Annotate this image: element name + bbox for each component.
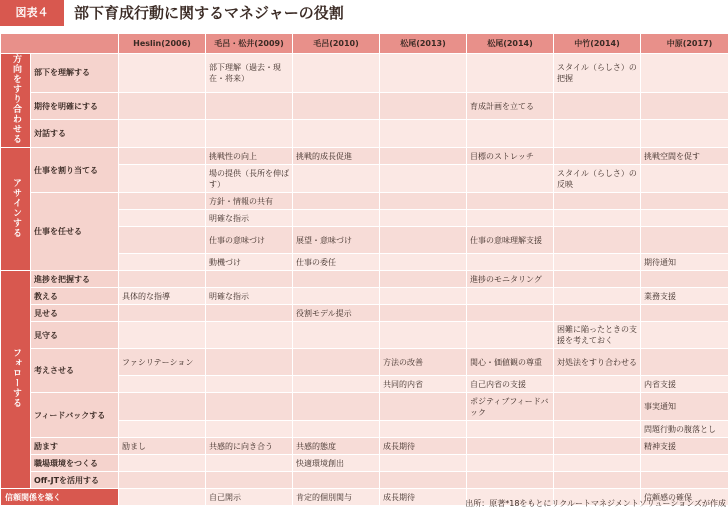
table-cell [119, 120, 206, 148]
item-label: 職場環境をつくる [31, 455, 119, 472]
table-cell: 挑戦性の向上 [206, 148, 293, 165]
table-cell [293, 92, 380, 120]
table-cell [119, 376, 206, 393]
table-cell: 方法の改善 [380, 349, 467, 376]
table-cell [380, 148, 467, 165]
item-label: 進捗を把握する [31, 271, 119, 288]
table-cell [119, 393, 206, 421]
table-cell [641, 472, 728, 489]
roles-table [0, 33, 728, 506]
col-header: 毛呂(2010) [293, 34, 380, 54]
table-row [1, 92, 728, 120]
table-cell [554, 148, 641, 165]
table-cell [206, 455, 293, 472]
table-cell: 問題行動の腹落とし [641, 421, 728, 438]
table-cell [467, 165, 554, 193]
category-follow: フォローする [1, 271, 31, 489]
table-cell: 成長期待 [380, 489, 467, 506]
table-cell [641, 193, 728, 210]
figure-label: 図表４ [0, 0, 64, 26]
table-row [1, 322, 728, 349]
table-cell [467, 305, 554, 322]
table-cell: 進捗のモニタリング [467, 271, 554, 288]
col-header: 松尾(2013) [380, 34, 467, 54]
table-cell: ポジティブフィードバック [467, 393, 554, 421]
table-cell [293, 376, 380, 393]
table-cell [119, 455, 206, 472]
table-cell: 場の提供（長所を伸ばす） [206, 165, 293, 193]
table-cell [380, 288, 467, 305]
col-header: 中原(2017) [641, 34, 728, 54]
table-cell [206, 322, 293, 349]
table-cell [206, 376, 293, 393]
table-cell: 展望・意味づけ [293, 227, 380, 254]
table-cell [119, 322, 206, 349]
table-cell [554, 393, 641, 421]
table-cell: 育成計画を立てる [467, 92, 554, 120]
table-cell [467, 210, 554, 227]
table-cell [554, 193, 641, 210]
item-label: 励ます [31, 438, 119, 455]
table-row [1, 349, 728, 376]
table-cell [119, 421, 206, 438]
table-cell [467, 455, 554, 472]
table-cell: 関心・価値観の尊重 [467, 349, 554, 376]
table-cell [467, 322, 554, 349]
table-cell [380, 421, 467, 438]
col-header: Heslin(2006) [119, 34, 206, 54]
item-label: 教える [31, 288, 119, 305]
table-cell [641, 120, 728, 148]
table-cell [206, 92, 293, 120]
source-note: 出所：原著*18をもとにリクルートマネジメントソリューションズが作成 [465, 499, 726, 508]
table-cell [380, 254, 467, 271]
table-cell: 動機づけ [206, 254, 293, 271]
table-cell: 事実通知 [641, 393, 728, 421]
table-cell [641, 271, 728, 288]
table-cell [641, 455, 728, 472]
table-cell [467, 120, 554, 148]
table-cell [554, 305, 641, 322]
table-cell [554, 438, 641, 455]
table-cell [554, 120, 641, 148]
table-cell [206, 305, 293, 322]
table-cell [119, 489, 206, 506]
table-cell [293, 120, 380, 148]
table-cell: スタイル（らしさ）の反映 [554, 165, 641, 193]
table-cell: 快適環境創出 [293, 455, 380, 472]
table-cell: 自己内省の支援 [467, 376, 554, 393]
table-cell: 明確な指示 [206, 288, 293, 305]
item-label: 部下を理解する [31, 54, 119, 93]
table-cell: スタイル（らしさ）の把握 [554, 54, 641, 93]
table-cell [206, 120, 293, 148]
table-cell [293, 421, 380, 438]
table-cell [467, 438, 554, 455]
table-cell: 目標のストレッチ [467, 148, 554, 165]
table-cell: 仕事の意味理解支援 [467, 227, 554, 254]
table-cell [119, 54, 206, 93]
table-cell: 挑戦空間を促す [641, 148, 728, 165]
table-cell: 自己開示 [206, 489, 293, 506]
table-cell: 信頼感の確保 [641, 489, 728, 506]
table-row [1, 271, 728, 288]
table-cell: 共同的内省 [380, 376, 467, 393]
table-row [1, 472, 728, 489]
table-cell [380, 305, 467, 322]
table-cell [467, 421, 554, 438]
table-row [1, 455, 728, 472]
table-cell [641, 349, 728, 376]
table-cell [293, 322, 380, 349]
table-cell [380, 455, 467, 472]
table-cell [380, 165, 467, 193]
page-title: 部下育成行動に関するマネジャーの役割 [74, 4, 344, 22]
table-cell [293, 193, 380, 210]
table-cell [467, 472, 554, 489]
table-cell [380, 193, 467, 210]
table-cell: 励まし [119, 438, 206, 455]
table-cell [467, 193, 554, 210]
table-cell [293, 393, 380, 421]
table-cell [119, 165, 206, 193]
table-cell [293, 288, 380, 305]
table-cell [119, 193, 206, 210]
table-row [1, 54, 728, 93]
table-cell [554, 271, 641, 288]
table-cell [554, 227, 641, 254]
table-cell: 対処法をすり合わせる [554, 349, 641, 376]
item-label: 対話する [31, 120, 119, 148]
table-cell: 挑戦的成長促進 [293, 148, 380, 165]
table-cell [206, 472, 293, 489]
table-cell [641, 227, 728, 254]
col-header: 毛呂・松井(2009) [206, 34, 293, 54]
table-cell [206, 421, 293, 438]
item-label: 見せる [31, 305, 119, 322]
table-cell [641, 54, 728, 93]
table-row [1, 120, 728, 148]
table-cell: 成長期待 [380, 438, 467, 455]
table-cell [293, 472, 380, 489]
table-cell [119, 254, 206, 271]
table-cell [641, 210, 728, 227]
table-cell [380, 54, 467, 93]
item-label: 期待を明確にする [31, 92, 119, 120]
header-row [1, 34, 728, 54]
table-cell [293, 165, 380, 193]
title-bar [0, 0, 728, 26]
table-cell: 方針・情報の共有 [206, 193, 293, 210]
table-cell [119, 148, 206, 165]
table-cell [293, 349, 380, 376]
col-header: 松尾(2014) [467, 34, 554, 54]
table-cell [119, 271, 206, 288]
table-cell [641, 322, 728, 349]
table-cell [380, 120, 467, 148]
table-cell: 業務支援 [641, 288, 728, 305]
table-cell [641, 165, 728, 193]
table-row [1, 393, 728, 421]
table-cell [554, 92, 641, 120]
table-cell: ファシリテーション [119, 349, 206, 376]
category-trust: 信頼関係を築く [1, 489, 119, 506]
table-cell: 仕事の委任 [293, 254, 380, 271]
table-cell [380, 227, 467, 254]
table-cell [467, 254, 554, 271]
item-label: 見守る [31, 322, 119, 349]
item-label: 仕事を任せる [31, 193, 119, 271]
table-cell [554, 421, 641, 438]
item-label: 仕事を割り当てる [31, 148, 119, 193]
table-cell [380, 393, 467, 421]
table-cell [119, 472, 206, 489]
table-cell [293, 210, 380, 227]
table-cell [467, 54, 554, 93]
table-cell [554, 472, 641, 489]
table-cell [380, 92, 467, 120]
table-cell: 部下理解（過去・現在・将来） [206, 54, 293, 93]
item-label: Off-JTを活用する [31, 472, 119, 489]
table-cell [554, 376, 641, 393]
table-cell [206, 349, 293, 376]
table-row [1, 288, 728, 305]
table-cell [119, 92, 206, 120]
table-cell [554, 288, 641, 305]
table-cell: 肯定的個別関与 [293, 489, 380, 506]
col-header: 中竹(2014) [554, 34, 641, 54]
table-cell [119, 227, 206, 254]
category-direction: 方向をすり合わせる [1, 54, 31, 148]
table-cell [380, 271, 467, 288]
table-cell: 役割モデル提示 [293, 305, 380, 322]
table-cell [641, 305, 728, 322]
table-cell [380, 322, 467, 349]
table-cell [380, 472, 467, 489]
table-row [1, 305, 728, 322]
table-cell [554, 254, 641, 271]
table-cell [554, 210, 641, 227]
table-cell [119, 210, 206, 227]
table-cell [293, 54, 380, 93]
table-cell: 共感的に向き合う [206, 438, 293, 455]
table-cell: 具体的な指導 [119, 288, 206, 305]
table-cell: 困難に陥ったときの支援を考えておく [554, 322, 641, 349]
table-cell: 期待通知 [641, 254, 728, 271]
item-label: フィードバックする [31, 393, 119, 438]
table-row [1, 148, 728, 165]
corner-header [1, 34, 119, 54]
table-cell [206, 393, 293, 421]
table-cell [206, 271, 293, 288]
table-cell: 共感的態度 [293, 438, 380, 455]
table-cell: 内省支援 [641, 376, 728, 393]
table-cell: 仕事の意味づけ [206, 227, 293, 254]
table-cell [380, 210, 467, 227]
table-cell [554, 455, 641, 472]
table-cell [293, 271, 380, 288]
category-assign: アサインする [1, 148, 31, 271]
table-cell [467, 288, 554, 305]
table-cell [119, 305, 206, 322]
table-row [1, 193, 728, 210]
table-cell [641, 92, 728, 120]
item-label: 考えさせる [31, 349, 119, 393]
table-row [1, 438, 728, 455]
table-cell: 精神支援 [641, 438, 728, 455]
table-cell: 明確な指示 [206, 210, 293, 227]
